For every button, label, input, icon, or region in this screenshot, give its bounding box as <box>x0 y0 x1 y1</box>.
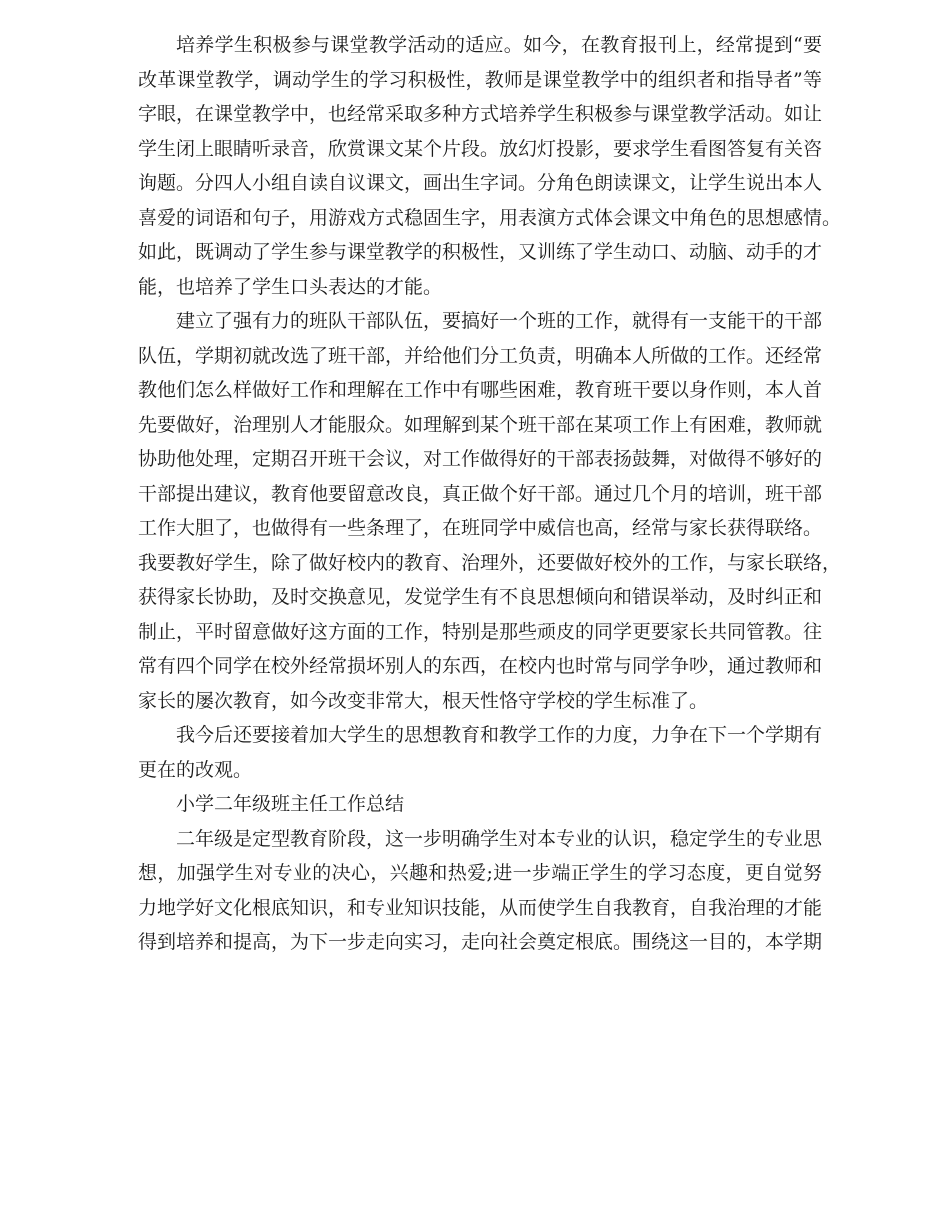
text-line: 队伍，学期初就改选了班干部，并给他们分工负责，明确本人所做的工作。还经常 <box>138 344 823 367</box>
text-line: 干部提出建议，教育他要留意改良，真正做个好干部。通过几个月的培训，班干部 <box>138 482 823 505</box>
text-line: 家长的屡次教育，如今改变非常大，根天性恪守学校的学生标准了。 <box>138 689 709 712</box>
text-line: 小学二年级班主任工作总结 <box>176 793 405 815</box>
text-line: 力地学好文化根底知识，和专业知识技能，从而使学生自我教育，自我治理的才能 <box>138 896 823 919</box>
text-line: 获得家长协助，及时交换意见，发觉学生有不良思想倾向和错误举动，及时纠正和 <box>138 586 823 608</box>
text-line: 工作大胆了，也做得有一些条理了，在班同学中威信也高，经常与家长获得联络。 <box>138 517 823 539</box>
text-line: 培养学生积极参与课堂教学活动的适应。如今，在教育报刊上，经常提到“要 <box>176 34 822 56</box>
text-line: 字眼，在课堂教学中，也经常采取多种方式培养学生积极参与课堂教学活动。如让 <box>138 103 823 125</box>
text-line: 建立了强有力的班队干部队伍，要搞好一个班的工作，就得有一支能干的干部 <box>176 310 823 332</box>
text-line: 喜爱的词语和句子，用游戏方式稳固生字，用表演方式体会课文中角色的思想感情。 <box>138 206 842 229</box>
text-line: 改革课堂教学，调动学生的学习积极性，教师是课堂教学中的组织者和指导者”等 <box>138 68 822 91</box>
text-line: 我要教好学生，除了做好校内的教育、治理外，还要做好校外的工作，与家长联络， <box>138 551 842 574</box>
text-line: 得到培养和提高，为下一步走向实习，走向社会奠定根底。围绕这一目的，本学期 <box>138 931 823 953</box>
text-line: 如此，既调动了学生参与课堂教学的积极性，又训练了学生动口、动脑、动手的才 <box>138 241 823 263</box>
text-line: 协助他处理，定期召开班干会议，对工作做得好的干部表扬鼓舞，对做得不够好的 <box>138 448 823 470</box>
text-line: 制止，平时留意做好这方面的工作，特别是那些顽皮的同学更要家长共同管教。往 <box>138 620 823 643</box>
text-line: 我今后还要接着加大学生的思想教育和教学工作的力度，力争在下一个学期有 <box>176 724 823 746</box>
text-line: 学生闭上眼睛听录音，欣赏课文某个片段。放幻灯投影，要求学生看图答复有关咨 <box>138 137 823 160</box>
text-line: 能，也培养了学生口头表达的才能。 <box>138 275 443 298</box>
text-line: 教他们怎么样做好工作和理解在工作中有哪些困难，教育班干要以身作则，本人首 <box>138 379 823 401</box>
text-line: 常有四个同学在校外经常损坏别人的东西，在校内也时常与同学争吵，通过教师和 <box>138 655 823 677</box>
text-line: 二年级是定型教育阶段，这一步明确学生对本专业的认识，稳定学生的专业思 <box>176 827 823 850</box>
text-line: 询题。分四人小组自读自议课文，画出生字词。分角色朗读课文，让学生说出本人 <box>138 172 823 194</box>
text-line: 先要做好，治理别人才能服众。如理解到某个班干部在某项工作上有困难，教师就 <box>138 413 823 436</box>
document-body <box>138 28 842 960</box>
text-line: 想，加强学生对专业的决心，兴趣和热爱;进一步端正学生的学习态度，更自觉努 <box>138 862 822 884</box>
text-line: 更在的改观。 <box>138 758 253 781</box>
